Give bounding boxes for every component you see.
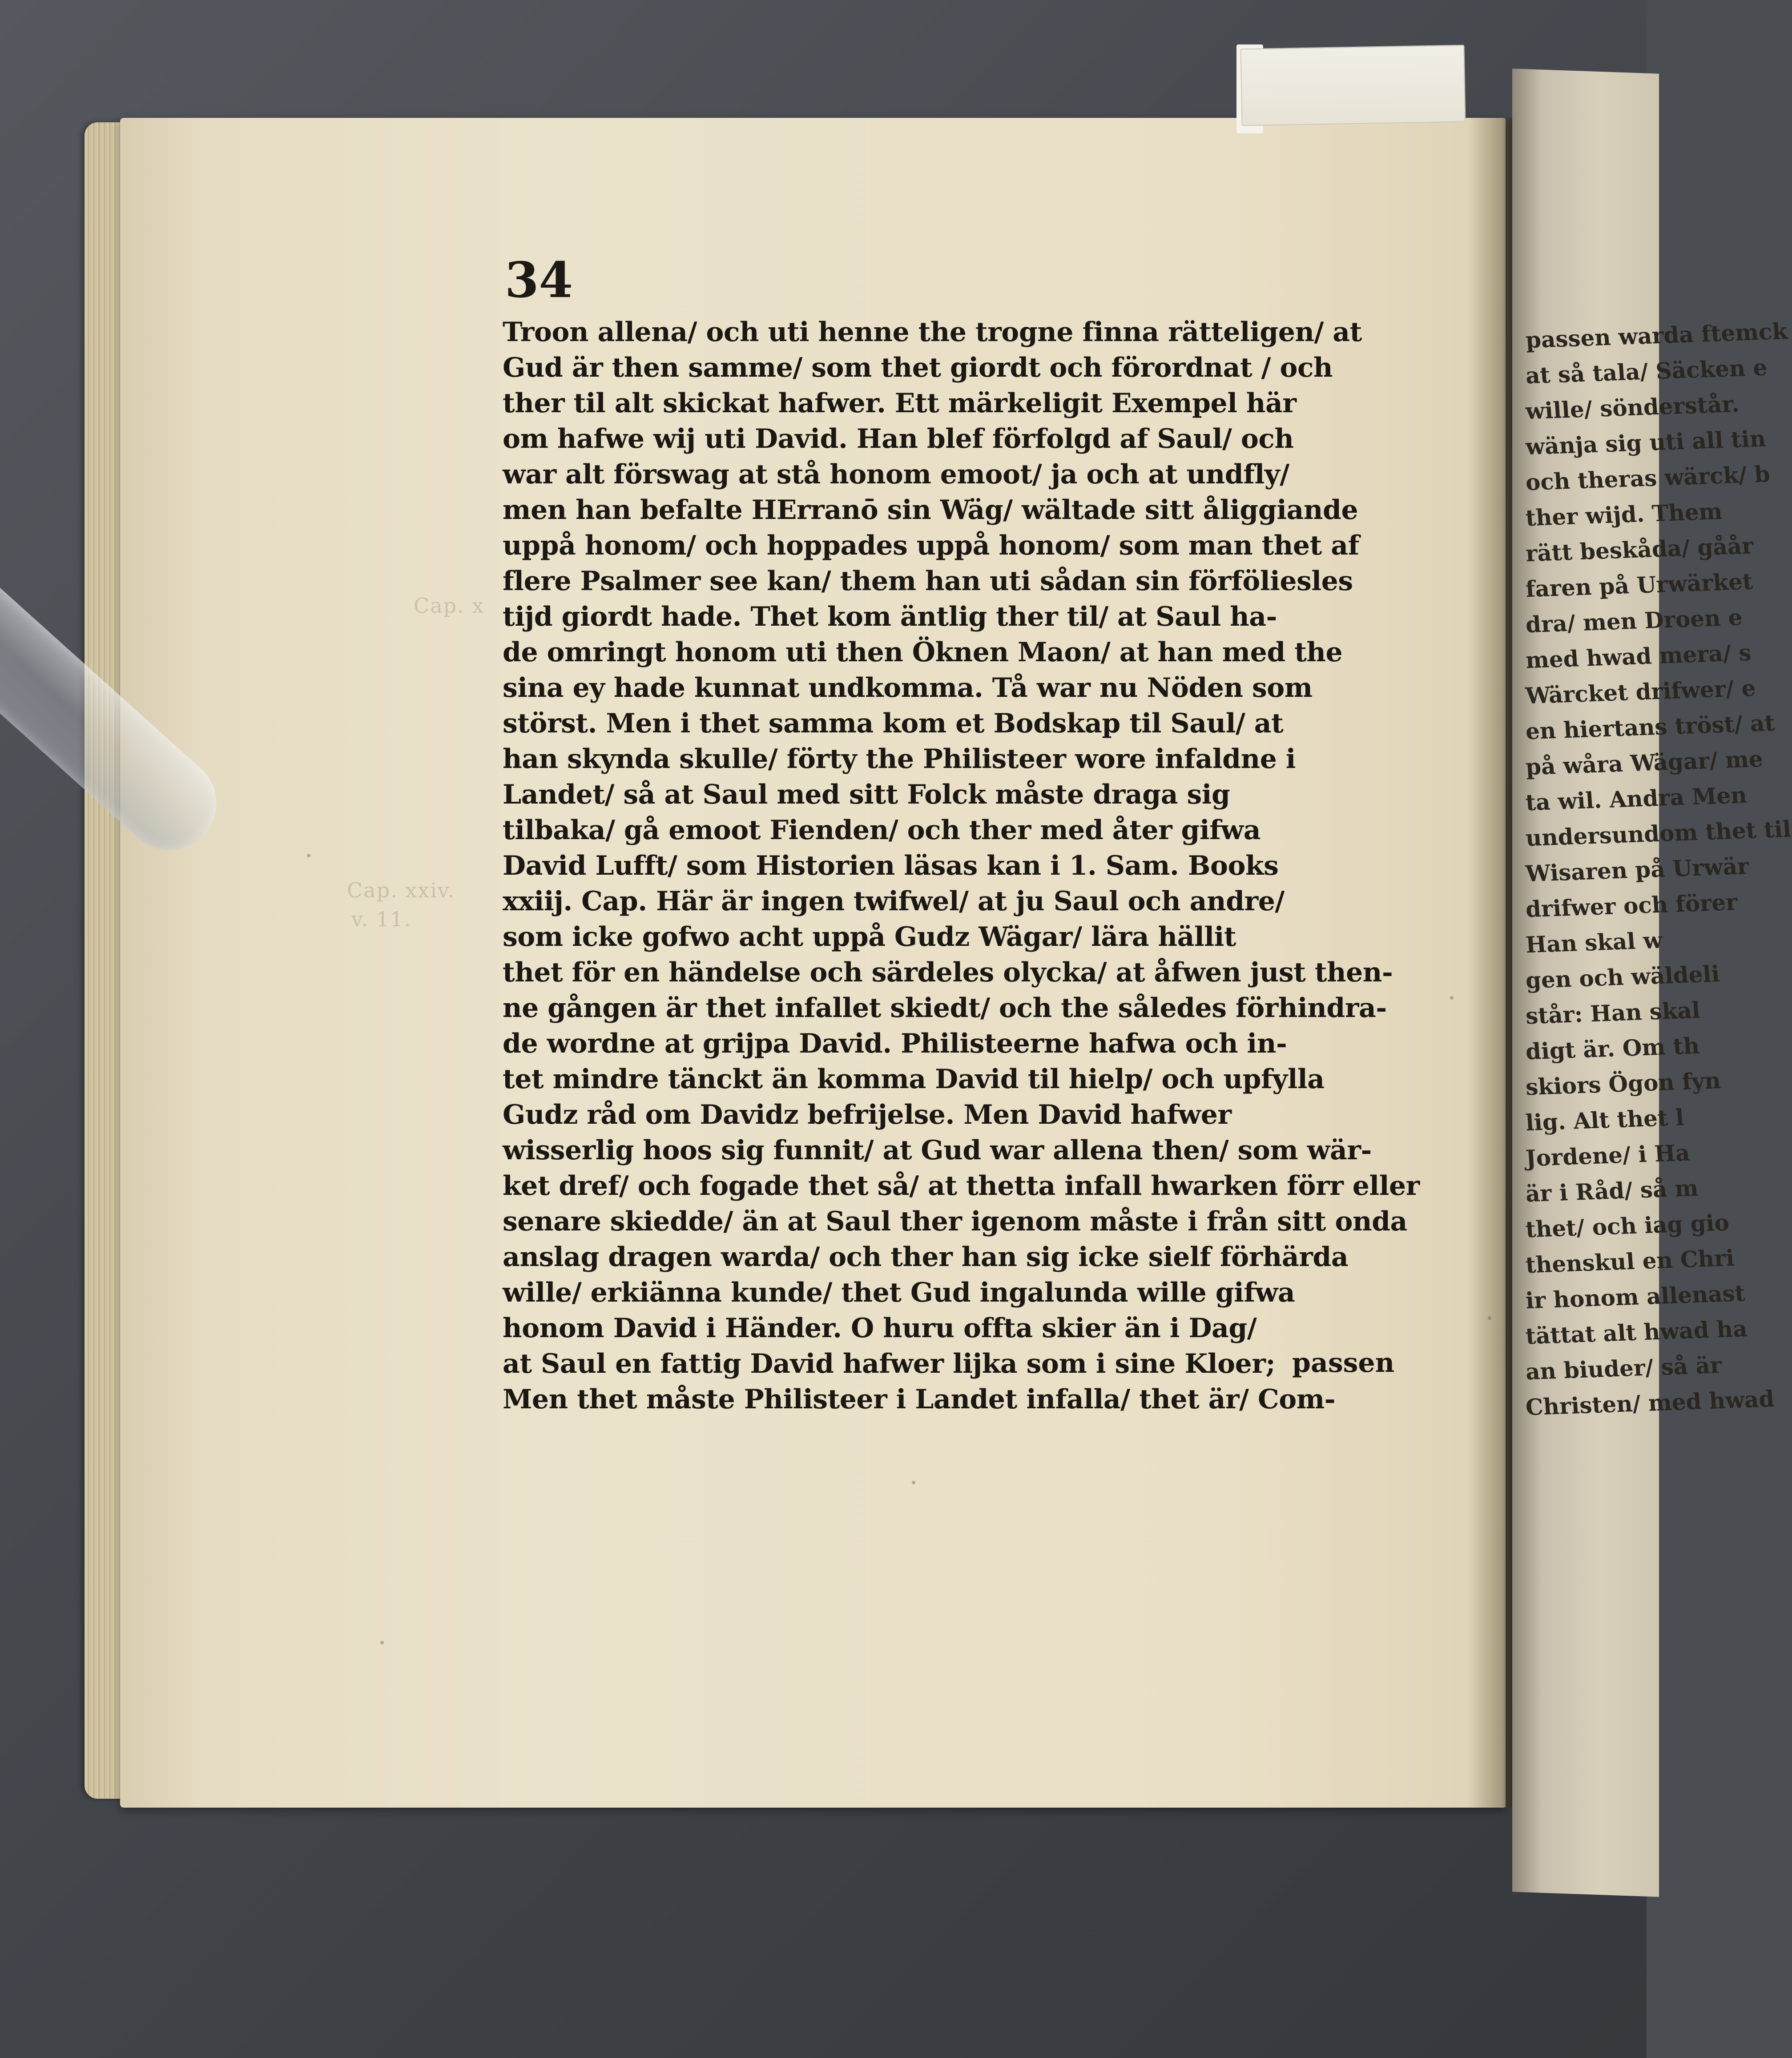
text-line: Gudz råd om Davidz befrijelse. Men David hafwer (503, 1099, 1232, 1130)
text-line: tet mindre tänckt än komma David til hielp/ och upfylla (503, 1064, 1325, 1095)
text-line: men han befalte HErranō sin Wäg/ wältade sitt åliggiande (503, 494, 1358, 526)
text-line: war alt förswag at stå honom emoot/ ja och at undfly/ (503, 459, 1289, 490)
paper-speck (1488, 1316, 1491, 1320)
catchword: passen (1292, 1347, 1395, 1379)
facing-page-line: digt är. Om th (1524, 1032, 1700, 1065)
text-line: uppå honom/ och hoppades uppå honom/ som man thet af (503, 530, 1359, 561)
paper-speck (380, 1641, 384, 1644)
text-line: wille/ erkiänna kunde/ thet Gud ingalunda wille gifwa (503, 1277, 1295, 1308)
facing-page-line: drifwer och förer (1524, 888, 1739, 923)
text-line: om hafwe wij uti David. Han blef förfolgd af Saul/ och (503, 423, 1294, 454)
text-line: at Saul en fattig David hafwer lijka som i sine Kloer; (503, 1348, 1276, 1379)
facing-page-line: Jordene/ i Ha (1524, 1139, 1691, 1172)
text-line: flere Psalmer see kan/ them han uti sådan sin förföliesles (503, 566, 1353, 597)
text-line: Landet/ så at Saul med sitt Folck måste draga sig (503, 779, 1230, 810)
bleed-through-text: v. 11. (351, 907, 411, 931)
text-line: Gud är then samme/ som thet giordt och förordnat / och (503, 352, 1333, 383)
facing-page-line: skiors Ögon fyn (1524, 1067, 1722, 1101)
text-line: thet för en händelse och särdeles olycka/ at åfwen just then- (503, 957, 1393, 988)
facing-page-line: ta wil. Andra Men (1524, 781, 1748, 816)
facing-page-line: faren på Urwärket (1524, 568, 1754, 603)
text-line: Troon allena/ och uti henne the trogne finna rätteligen/ at (503, 317, 1362, 348)
text-line: honom David i Händer. O huru offta skier än i Dag/ (503, 1313, 1257, 1344)
text-line: Men thet måste Philisteer i Landet infalla/ thet är/ Com- (503, 1384, 1336, 1415)
text-line: anslag dragen warda/ och ther han sig icke sielf förhärda (503, 1242, 1349, 1273)
paper-speck (912, 1481, 915, 1484)
facing-page-line: rätt beskåda/ gåår (1524, 532, 1755, 567)
facing-page-line: thenskul en Chri (1524, 1244, 1736, 1278)
text-line: sina ey hade kunnat undkomma. Tå war nu Nöden som (503, 672, 1313, 703)
facing-page-line: med hwad mera/ s (1524, 639, 1752, 674)
text-line: tijd giordt hade. Thet kom äntlig ther til/ at Saul ha- (503, 601, 1277, 632)
facing-page-line: står: Han skal (1524, 997, 1701, 1029)
text-line: wisserlig hoos sig funnit/ at Gud war allena then/ som wär- (503, 1135, 1372, 1166)
page-number: 34 (505, 251, 573, 309)
facing-page-line: wille/ sönderstår. (1524, 390, 1740, 425)
text-line: ne gången är thet infallet skiedt/ och the således förhindra- (503, 993, 1387, 1024)
facing-page-line: på wåra Wägar/ me (1524, 745, 1764, 780)
facing-page-line: är i Råd/ så m (1524, 1174, 1699, 1207)
text-line: de wordne at grijpa David. Philisteerne hafwa och in- (503, 1028, 1287, 1059)
facing-page-line: Wärcket drifwer/ e (1524, 675, 1757, 709)
facing-page-text (1524, 318, 1792, 1421)
facing-page-line: dra/ men Droen e (1524, 604, 1744, 638)
facing-page (1512, 68, 1792, 1897)
facing-page-line: Christen/ med hwad (1524, 1385, 1776, 1421)
text-line: han skynda skulle/ förty the Philisteer wore infaldne i (503, 744, 1296, 775)
text-line: David Lufft/ som Historien läsas kan i 1. Sam. Books (503, 850, 1279, 881)
facing-page-line: tättat alt hwad ha (1524, 1315, 1748, 1350)
facing-page-line: lig. Alt thet l (1524, 1104, 1685, 1136)
facing-page-line: passen warda ftemck (1524, 318, 1788, 354)
text-line: störst. Men i thet samma kom et Bodskap til Saul/ at (503, 708, 1284, 739)
facing-page-line: ther wijd. Them (1524, 498, 1724, 531)
text-line: de omringt honom uti then Öknen Maon/ at han med the (503, 637, 1343, 668)
text-line: xxiij. Cap. Här är ingen twifwel/ at ju Saul och andre/ (503, 886, 1285, 917)
facing-page-line: at så tala/ Säcken e (1524, 354, 1768, 389)
facing-page-line: Wisaren på Urwär (1524, 852, 1750, 887)
facing-page-line: Han skal w (1524, 927, 1663, 958)
bleed-through-text: Cap. x (414, 594, 485, 618)
page-gutter (1468, 118, 1517, 1808)
paper-speck (1450, 996, 1454, 1000)
text-line: ket dref/ och fogade thet så/ at thetta infall hwarken förr eller (503, 1170, 1420, 1202)
text-line: som icke gofwo acht uppå Gudz Wägar/ lära hällit (503, 921, 1236, 953)
facing-page-line: en hiertans tröst/ at (1524, 709, 1776, 745)
bleed-through-text: Cap. xxiv. (347, 878, 455, 902)
facing-page-line: wänja sig uti all tin (1524, 425, 1767, 460)
facing-page-line: an biuder/ så är (1524, 1351, 1723, 1385)
paper-tab (1240, 45, 1466, 126)
facing-page-line: undersundom thet til (1524, 816, 1792, 852)
text-line: tilbaka/ gå emoot Fienden/ och ther med åter gifwa (503, 815, 1261, 846)
text-line: ther til alt skickat hafwer. Ett märkeligit Exempel här (503, 388, 1297, 419)
facing-page-line: thet/ och iag gio (1524, 1209, 1730, 1243)
facing-page-line: och theras wärck/ b (1524, 461, 1771, 496)
paper-speck (307, 854, 310, 857)
facing-page-line: gen och wäldeli (1524, 961, 1721, 994)
facing-page-line: ir honom allenast (1524, 1280, 1746, 1314)
text-line: senare skiedde/ än at Saul ther igenom måste i från sitt onda (503, 1206, 1407, 1237)
